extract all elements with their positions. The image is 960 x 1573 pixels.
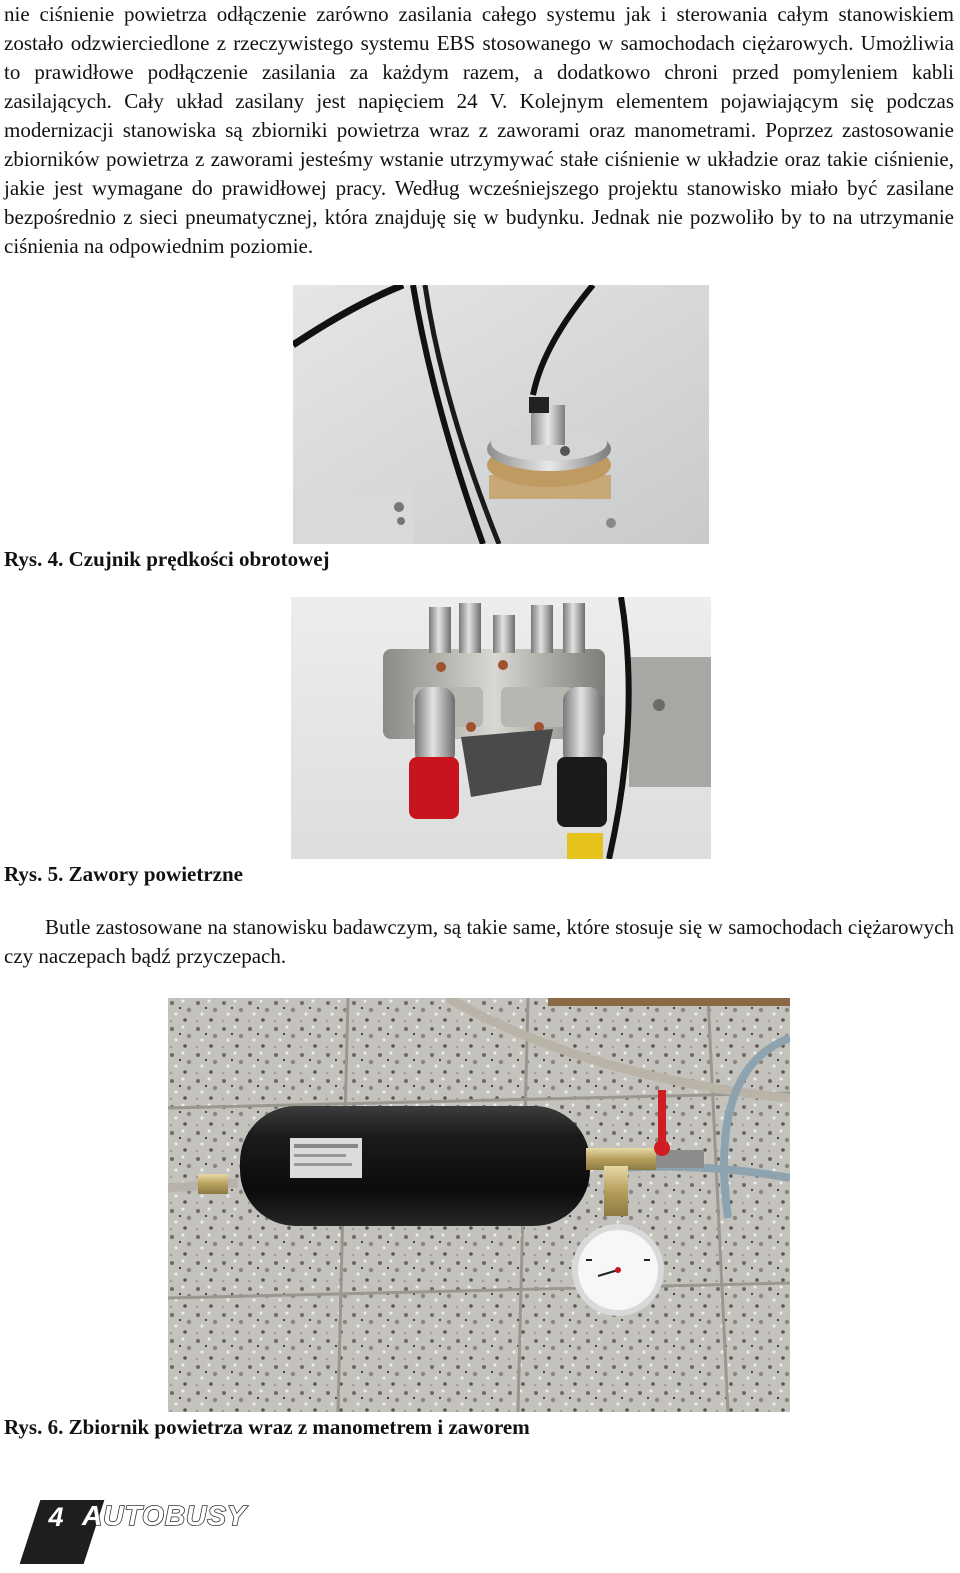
figure-4-caption: Rys. 4. Czujnik prędkości obrotowej xyxy=(4,547,330,571)
body-paragraph-1: nie ciśnienie powietrza odłączenie zarówno zasilania całego systemu jak i sterowania całym stanowiskiem zostało odzwierciedlone z rzeczywistego systemu EBS stosowanego w samochodach ciężarowych. Umożliwia to prawidłowe podłączenie zasilania za każdym razem, a dodatkowo chroni przed pomyleniem kabli zasilających. Cały układ zasilany jest napięciem 24 V. Kolejnym elementem pojawiającym się podczas modernizacji stanowiska są zbiorniki powietrza wraz z zaworami oraz manometrami. Poprzez zastosowanie zbiorników powietrza z zaworami jesteśmy wstanie utrzymywać stałe ciśnienie w układzie oraz takie ciśnienie, jakie jest wymagane do prawidłowej pracy. Według wcześniejszego projektu stanowisko miało być zasilane bezpośrednio z sieci pneumatycznej, która znajduję się w budynku. Jednak nie pozwoliło by to na utrzymanie ciśnienia na odpowiednim poziomie. xyxy=(4,2,954,258)
figure-6-photo xyxy=(168,998,790,1412)
figure-4-photo xyxy=(293,285,709,544)
figure-5-photo xyxy=(291,597,711,859)
page-footer xyxy=(18,1498,318,1568)
figure-6-caption: Rys. 6. Zbiornik powietrza wraz z manometrem i zaworem xyxy=(4,1415,530,1439)
page-number: 4 xyxy=(48,1502,64,1532)
body-paragraph-2: Butle zastosowane na stanowisku badawczym, są takie same, które stosuje się w samochodach ciężarowych czy naczepach bądź przyczepach. xyxy=(4,915,954,968)
journal-brand: AUTOBUSY xyxy=(82,1500,247,1531)
figure-5-caption: Rys. 5. Zawory powietrzne xyxy=(4,862,243,886)
